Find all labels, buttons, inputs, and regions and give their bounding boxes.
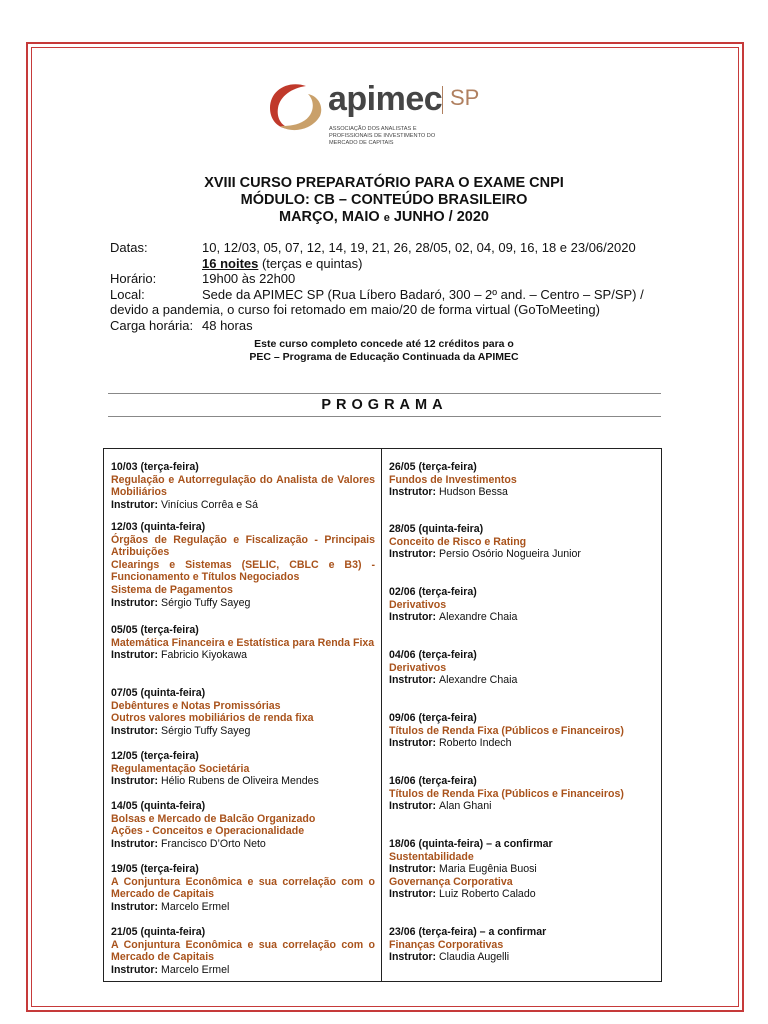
noites-value: 16 noites (terças e quintas) xyxy=(202,255,363,271)
session-topic: Títulos de Renda Fixa (Públicos e Financeiros) xyxy=(389,787,624,800)
session-topic: Ações - Conceitos e Operacionalidade xyxy=(111,825,305,838)
session-topic: Matemática Financeira e Estatística para Renda Fixa xyxy=(111,636,375,649)
schedule-entry xyxy=(389,926,657,964)
session-topic: A Conjuntura Econômica e sua correlação com o Mercado de Capitais xyxy=(111,938,375,964)
apimec-swoosh-icon xyxy=(266,76,326,138)
instructor-name: Sérgio Tuffy Sayeg xyxy=(161,596,251,609)
instructor-line xyxy=(111,649,375,662)
schedule-entry xyxy=(111,521,375,609)
local-value: Sede da APIMEC SP (Rua Líbero Badaró, 300 – 2º and. – Centro – SP/SP) / xyxy=(202,286,644,302)
session-topic: Derivativos xyxy=(389,598,447,611)
session-date: 05/05 (terça-feira) xyxy=(111,624,199,636)
schedule-entry xyxy=(111,863,375,913)
session-date: 26/05 (terça-feira) xyxy=(389,461,477,473)
programa-rule-top xyxy=(108,393,661,394)
instructor-label: Instrutor: xyxy=(389,737,440,750)
instructor-line xyxy=(111,964,375,977)
instructor-name: Hélio Rubens de Oliveira Mendes xyxy=(161,775,319,788)
instructor-name: Roberto Indech xyxy=(439,737,512,750)
horario-label: Horário: xyxy=(110,271,157,287)
horario-value: 19h00 às 22h00 xyxy=(202,271,296,287)
title-line-1: XVIII CURSO PREPARATÓRIO PARA O EXAME CNPI xyxy=(204,175,564,191)
instructor-line xyxy=(389,888,657,901)
session-topic: Finanças Corporativas xyxy=(389,938,504,951)
instructor-label: Instrutor: xyxy=(389,548,440,561)
instructor-name: Vinícius Corrêa e Sá xyxy=(161,498,258,511)
logo-wordmark: apimec xyxy=(328,80,443,118)
session-date: 04/06 (terça-feira) xyxy=(389,649,477,661)
instructor-label: Instrutor: xyxy=(389,951,440,964)
instructor-label: Instrutor: xyxy=(111,596,162,609)
instructor-line xyxy=(389,863,657,876)
programa-heading: PROGRAMA xyxy=(321,397,448,413)
session-topic: Sistema de Pagamentos xyxy=(111,583,233,596)
session-date: 19/05 (terça-feira) xyxy=(111,863,199,875)
schedule-entry xyxy=(389,523,657,561)
instructor-line xyxy=(389,611,657,624)
instructor-label: Instrutor: xyxy=(111,649,162,662)
session-topic: Outros valores mobiliários de renda fixa xyxy=(111,712,314,725)
schedule-entry xyxy=(389,838,657,901)
schedule-entry xyxy=(389,775,657,813)
carga-value: 48 horas xyxy=(202,317,253,333)
instructor-line xyxy=(111,499,375,512)
credit-note: Este curso completo concede até 12 créditos para o PEC – Programa de Educação Continuada da APIMEC xyxy=(249,338,519,363)
session-topic: Regulamentação Societária xyxy=(111,762,250,775)
carga-label: Carga horária: xyxy=(110,317,194,333)
instructor-name: Hudson Bessa xyxy=(439,486,508,499)
schedule-entry xyxy=(111,461,375,511)
instructor-label: Instrutor: xyxy=(389,888,440,901)
instructor-name: Sérgio Tuffy Sayeg xyxy=(161,724,251,737)
instructor-label: Instrutor: xyxy=(111,963,162,976)
session-topic: Órgãos de Regulação e Fiscalização - Principais Atribuições xyxy=(111,533,375,559)
logo-region: SP xyxy=(450,85,480,110)
session-topic: Clearings e Sistemas (SELIC, CBLC e B3) - Funcionamento e Títulos Negociados xyxy=(111,558,375,584)
instructor-name: Alexandre Chaia xyxy=(439,674,518,687)
instructor-label: Instrutor: xyxy=(111,900,162,913)
session-topic: A Conjuntura Econômica e sua correlação com o Mercado de Capitais xyxy=(111,875,375,901)
session-topic: Sustentabilidade xyxy=(389,850,474,863)
local-label: Local: xyxy=(110,286,145,302)
instructor-line xyxy=(111,838,375,851)
instructor-name: Francisco D’Orto Neto xyxy=(161,837,266,850)
instructor-name: Maria Eugênia Buosi xyxy=(439,863,537,876)
session-date: 12/03 (quinta-feira) xyxy=(111,521,206,533)
datas-value: 10, 12/03, 05, 07, 12, 14, 19, 21, 26, 28/05, 02, 04, 09, 16, 18 e 23/06/2020 xyxy=(202,240,636,255)
schedule-entry xyxy=(389,649,657,687)
session-date: 28/05 (quinta-feira) xyxy=(389,523,484,535)
session-topic: Debêntures e Notas Promissórias xyxy=(111,699,281,712)
schedule-entry xyxy=(389,712,657,750)
course-info xyxy=(110,240,670,334)
session-date: 18/06 (quinta-feira) – a confirmar xyxy=(389,838,553,850)
instructor-label: Instrutor: xyxy=(111,775,162,788)
datas-label: Datas: xyxy=(110,240,148,255)
instructor-name: Persio Osório Nogueira Junior xyxy=(439,548,581,561)
schedule-entry xyxy=(389,461,657,499)
session-topic: Regulação e Autorregulação do Analista de Valores Mobiliários xyxy=(111,473,375,499)
session-date: 21/05 (quinta-feira) xyxy=(111,926,206,938)
instructor-label: Instrutor: xyxy=(111,498,162,511)
apimec-logo xyxy=(266,76,506,156)
schedule-entry xyxy=(111,750,375,788)
instructor-name: Fabricio Kiyokawa xyxy=(161,649,247,662)
instructor-line xyxy=(111,775,375,788)
session-date: 14/05 (quinta-feira) xyxy=(111,800,206,812)
instructor-line xyxy=(389,800,657,813)
local-continuation: devido a pandemia, o curso foi retomado em maio/20 de forma virtual (GoToMeeting) xyxy=(110,302,600,318)
instructor-label: Instrutor: xyxy=(389,800,440,813)
title-line-3: MARÇO, MAIO e JUNHO / 2020 xyxy=(279,209,489,225)
schedule-entry xyxy=(111,800,375,850)
instructor-name: Claudia Augelli xyxy=(439,951,510,964)
programa-rule-bottom xyxy=(108,416,661,417)
instructor-label: Instrutor: xyxy=(111,724,162,737)
instructor-label: Instrutor: xyxy=(389,611,440,624)
session-date: 12/05 (terça-feira) xyxy=(111,750,199,762)
instructor-label: Instrutor: xyxy=(389,674,440,687)
session-date: 23/06 (terça-feira) – a confirmar xyxy=(389,926,547,938)
session-date: 07/05 (quinta-feira) xyxy=(111,687,206,699)
title-line-2: MÓDULO: CB – CONTEÚDO BRASILEIRO xyxy=(240,192,528,208)
logo-subtitle: ASSOCIAÇÃO DOS ANALISTAS E PROFISSIONAIS DE INVESTIMENTO DO MERCADO DE CAPITAIS xyxy=(329,126,436,146)
session-topic: Títulos de Renda Fixa (Públicos e Financeiros) xyxy=(389,724,624,737)
instructor-line xyxy=(389,674,657,687)
instructor-line xyxy=(389,737,657,750)
instructor-line xyxy=(111,597,375,610)
instructor-line xyxy=(389,951,657,964)
session-topic: Derivativos xyxy=(389,661,447,674)
document-title xyxy=(0,175,768,227)
session-topic: Governança Corporativa xyxy=(389,875,513,888)
session-date: 02/06 (terça-feira) xyxy=(389,586,477,598)
instructor-label: Instrutor: xyxy=(389,863,440,876)
instructor-name: Luiz Roberto Calado xyxy=(439,888,536,901)
instructor-name: Marcelo Ermel xyxy=(161,963,230,976)
session-topic: Fundos de Investimentos xyxy=(389,473,517,486)
instructor-name: Marcelo Ermel xyxy=(161,900,230,913)
session-date: 16/06 (terça-feira) xyxy=(389,775,477,787)
logo-separator xyxy=(442,86,443,114)
session-topic: Conceito de Risco e Rating xyxy=(389,535,527,548)
instructor-label: Instrutor: xyxy=(111,837,162,850)
instructor-line xyxy=(111,725,375,738)
instructor-label: Instrutor: xyxy=(389,486,440,499)
schedule-entry xyxy=(111,624,375,662)
schedule-entry xyxy=(389,586,657,624)
instructor-line xyxy=(389,486,657,499)
schedule-entry xyxy=(111,687,375,737)
instructor-line xyxy=(111,901,375,914)
schedule-column-divider xyxy=(381,448,382,982)
session-date: 10/03 (terça-feira) xyxy=(111,461,199,473)
session-topic: Bolsas e Mercado de Balcão Organizado xyxy=(111,812,316,825)
instructor-name: Alan Ghani xyxy=(439,800,492,813)
instructor-line xyxy=(389,548,657,561)
session-date: 09/06 (terça-feira) xyxy=(389,712,477,724)
schedule-entry xyxy=(111,926,375,976)
instructor-name: Alexandre Chaia xyxy=(439,611,518,624)
